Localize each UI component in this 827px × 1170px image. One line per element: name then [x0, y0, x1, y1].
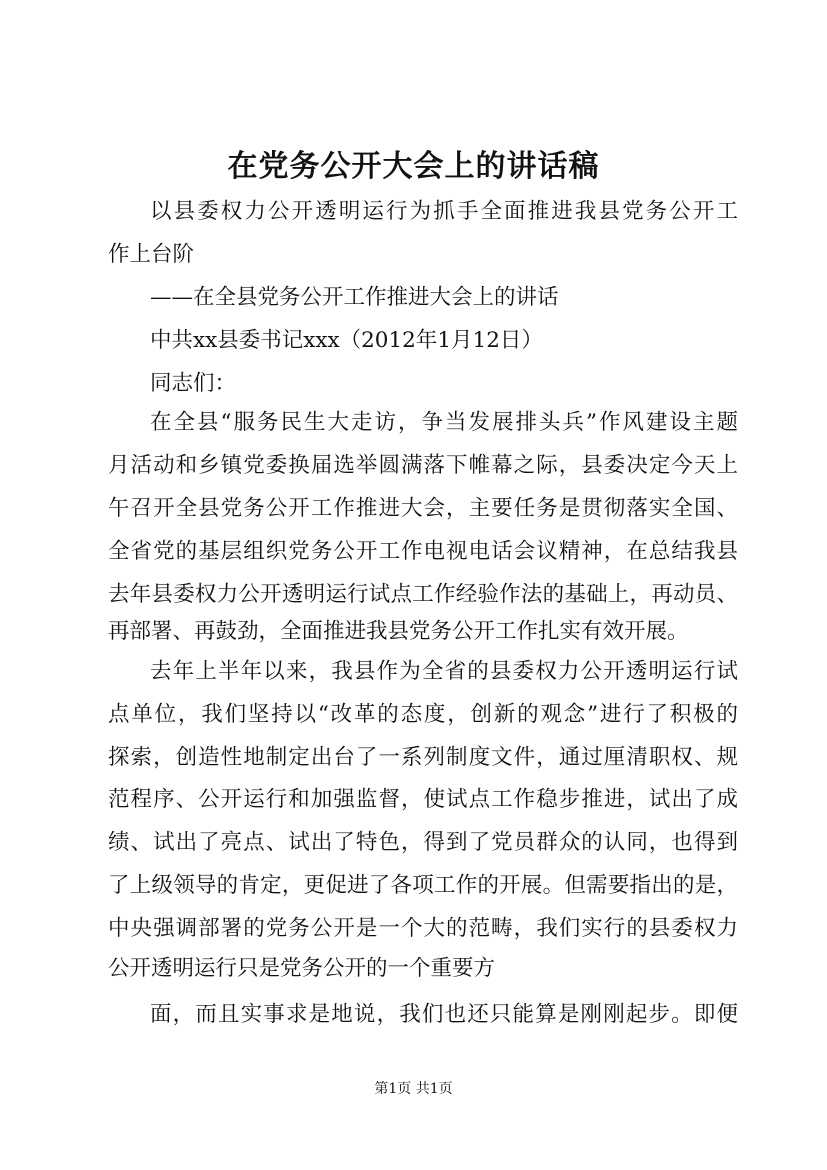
paragraph-1-line-2: 月活动和乡镇党委换届选举圆满落下帷幕之际，县委决定今天上 [108, 453, 738, 478]
paragraph-2-line-1: 去年上半年以来，我县作为全省的县委权力公开透明运行试 [150, 659, 738, 684]
paragraph-2-line-6: 了上级领导的肯定，更促进了各项工作的开展。但需要指出的是， [108, 873, 738, 898]
paragraph-2-line-8: 公开透明运行只是党务公开的一个重要方 [108, 956, 496, 981]
paragraph-2-line-2: 点单位，我们坚持以“改革的态度，创新的观念”进行了积极的 [108, 702, 738, 727]
paragraph-2-line-3: 探索，创造性地制定出台了一系列制度文件，通过厘清职权、规 [108, 745, 738, 770]
paragraph-1-line-4: 全省党的基层组织党务公开工作电视电话会议精神，在总结我县 [108, 539, 738, 564]
paragraph-1-line-5: 去年县委权力公开透明运行试点工作经验作法的基础上，再动员、 [108, 582, 738, 607]
salutation-line: 同志们： [150, 371, 237, 396]
document-title: 在党务公开大会上的讲话稿 [227, 149, 600, 184]
subtitle-line-1: 以县委权力公开透明运行为抓手全面推进我县党务公开工 [150, 199, 738, 224]
paragraph-2-line-7: 中央强调部署的党务公开是一个大的范畴，我们实行的县委权力 [108, 916, 738, 941]
paragraph-3-line-1: 面，而且实事求是地说，我们也还只能算是刚刚起步。即便 [150, 1002, 738, 1027]
paragraph-1-line-3: 午召开全县党务公开工作推进大会，主要任务是贯彻落实全国、 [108, 496, 738, 521]
speaker-date-line: 中共xx县委书记xxx（2012年1月12日） [150, 328, 543, 353]
page-number-footer: 第1页 共1页 [374, 1081, 453, 1097]
speech-occasion-line: ——在全县党务公开工作推进大会上的讲话 [150, 285, 559, 310]
subtitle-line-2: 作上台阶 [108, 242, 195, 267]
paragraph-2-line-4: 范程序、公开运行和加强监督，使试点工作稳步推进，试出了成 [108, 787, 738, 812]
paragraph-2-line-5: 绩、试出了亮点、试出了特色，得到了党员群众的认同，也得到 [108, 830, 738, 855]
paragraph-1-line-1: 在全县“服务民生大走访，争当发展排头兵”作风建设主题 [150, 410, 738, 435]
paragraph-1-line-6: 再部署、再鼓劲，全面推进我县党务公开工作扎实有效开展。 [108, 619, 689, 644]
